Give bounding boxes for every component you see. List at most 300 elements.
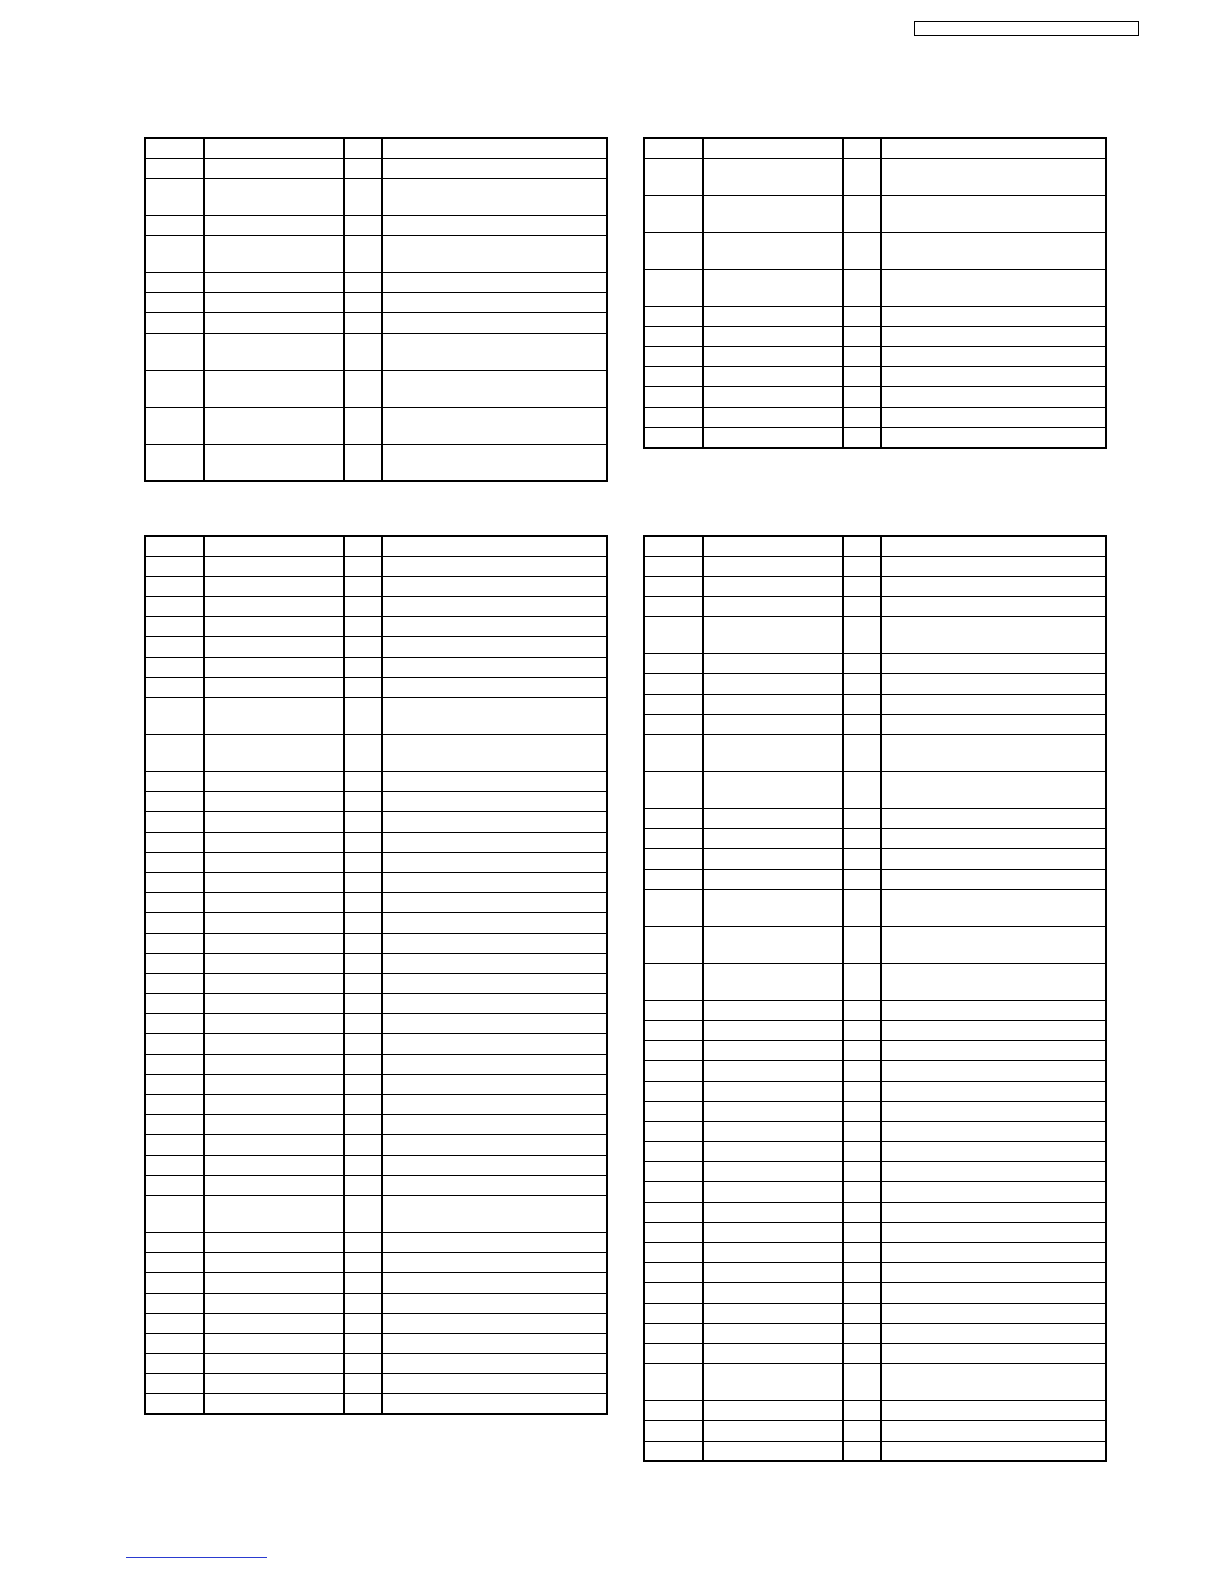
table-cell xyxy=(644,427,703,447)
table-cell xyxy=(843,889,881,926)
table-cell xyxy=(145,1394,204,1414)
table-cell xyxy=(204,1155,344,1175)
table-row xyxy=(145,698,607,735)
table-row xyxy=(644,367,1106,387)
table-row xyxy=(644,427,1106,447)
table-row xyxy=(145,1273,607,1293)
table-cell xyxy=(644,1121,703,1141)
table-cell xyxy=(344,1253,382,1273)
table-row xyxy=(145,556,607,576)
table-cell xyxy=(703,1000,843,1020)
table-cell xyxy=(843,714,881,734)
table-row xyxy=(145,637,607,657)
table-cell xyxy=(145,1313,204,1333)
table-cell xyxy=(644,654,703,674)
table-cell xyxy=(843,195,881,232)
table-cell xyxy=(145,1333,204,1353)
footer-link[interactable] xyxy=(126,1557,267,1558)
table-cell xyxy=(644,1182,703,1202)
table-cell xyxy=(382,236,607,273)
table-row xyxy=(145,333,607,370)
table-row xyxy=(145,1135,607,1155)
table-cell xyxy=(344,1014,382,1034)
table-cell xyxy=(703,195,843,232)
table-cell xyxy=(145,1054,204,1074)
table-cell xyxy=(843,306,881,326)
table-cell xyxy=(703,1303,843,1323)
table-cell xyxy=(344,1293,382,1313)
table-cell xyxy=(204,1253,344,1273)
table-cell xyxy=(881,269,1106,306)
table-cell xyxy=(703,232,843,269)
table-cell xyxy=(843,849,881,869)
table-cell xyxy=(382,293,607,313)
header-model-box xyxy=(914,21,1139,36)
table-cell xyxy=(881,367,1106,387)
table-cell xyxy=(382,1293,607,1313)
table-cell xyxy=(644,829,703,849)
table-cell xyxy=(843,576,881,596)
table-cell xyxy=(644,849,703,869)
table-cell xyxy=(204,1054,344,1074)
table-row xyxy=(145,953,607,973)
table-cell xyxy=(644,1401,703,1421)
table-cell xyxy=(344,698,382,735)
table-cell xyxy=(843,694,881,714)
table-cell xyxy=(145,832,204,852)
table-row xyxy=(644,809,1106,829)
table-cell xyxy=(881,138,1106,158)
table-cell xyxy=(703,889,843,926)
table-cell xyxy=(145,852,204,872)
table-cell xyxy=(382,407,607,444)
table-cell xyxy=(644,1020,703,1040)
table-cell xyxy=(843,427,881,447)
table-cell xyxy=(145,407,204,444)
table-cell xyxy=(703,714,843,734)
table-cell xyxy=(204,973,344,993)
table-cell xyxy=(204,1034,344,1054)
table-row xyxy=(145,1333,607,1353)
table-row xyxy=(644,195,1106,232)
table-row xyxy=(644,714,1106,734)
table-cell xyxy=(204,1354,344,1374)
table-cell xyxy=(382,735,607,772)
table-cell xyxy=(382,1034,607,1054)
table-cell xyxy=(382,1095,607,1115)
table-cell xyxy=(703,617,843,654)
table-cell xyxy=(644,1041,703,1061)
table-cell xyxy=(843,963,881,1000)
parts-table-top-left xyxy=(144,137,608,482)
table-row xyxy=(145,236,607,273)
table-cell xyxy=(703,926,843,963)
table-cell xyxy=(382,1014,607,1034)
table-row xyxy=(644,1101,1106,1121)
table-row xyxy=(145,1253,607,1273)
table-cell xyxy=(145,536,204,556)
table-cell xyxy=(843,1401,881,1421)
table-cell xyxy=(344,293,382,313)
table-row xyxy=(644,1401,1106,1421)
table-cell xyxy=(644,347,703,367)
table-row xyxy=(145,1034,607,1054)
table-cell xyxy=(881,536,1106,556)
table-cell xyxy=(881,347,1106,367)
table-row xyxy=(145,1095,607,1115)
table-cell xyxy=(145,812,204,832)
table-cell xyxy=(703,809,843,829)
table-row xyxy=(644,694,1106,714)
table-cell xyxy=(382,536,607,556)
table-cell xyxy=(344,617,382,637)
table-cell xyxy=(204,138,344,158)
table-cell xyxy=(145,313,204,333)
table-cell xyxy=(644,963,703,1000)
table-row xyxy=(644,1222,1106,1242)
table-cell xyxy=(644,1142,703,1162)
table-cell xyxy=(644,326,703,346)
table-row xyxy=(644,654,1106,674)
table-cell xyxy=(344,333,382,370)
table-cell xyxy=(644,597,703,617)
table-cell xyxy=(204,698,344,735)
table-cell xyxy=(644,576,703,596)
table-cell xyxy=(145,1374,204,1394)
table-cell xyxy=(881,1364,1106,1401)
table-cell xyxy=(843,387,881,407)
table-cell xyxy=(344,1394,382,1414)
table-cell xyxy=(881,1162,1106,1182)
table-cell xyxy=(881,232,1106,269)
table-cell xyxy=(204,444,344,481)
table-cell xyxy=(204,772,344,792)
table-cell xyxy=(881,1020,1106,1040)
table-cell xyxy=(843,597,881,617)
table-cell xyxy=(382,994,607,1014)
table-cell xyxy=(881,926,1106,963)
table-row xyxy=(145,1232,607,1252)
table-cell xyxy=(644,407,703,427)
table-cell xyxy=(881,963,1106,1000)
table-cell xyxy=(382,1115,607,1135)
table-cell xyxy=(881,1303,1106,1323)
table-cell xyxy=(344,536,382,556)
table-cell xyxy=(204,370,344,407)
table-cell xyxy=(382,832,607,852)
table-row xyxy=(145,444,607,481)
table-cell xyxy=(382,1333,607,1353)
table-cell xyxy=(145,1135,204,1155)
table-cell xyxy=(344,792,382,812)
table-cell xyxy=(204,913,344,933)
table-cell xyxy=(204,1273,344,1293)
table-cell xyxy=(382,178,607,215)
table-row xyxy=(644,1121,1106,1141)
table-cell xyxy=(204,236,344,273)
table-cell xyxy=(703,387,843,407)
table-cell xyxy=(344,236,382,273)
table-cell xyxy=(344,1054,382,1074)
table-cell xyxy=(843,1441,881,1461)
table-row xyxy=(644,387,1106,407)
table-cell xyxy=(382,1354,607,1374)
table-cell xyxy=(204,872,344,892)
table-cell xyxy=(204,597,344,617)
table-cell xyxy=(644,617,703,654)
table-cell xyxy=(644,926,703,963)
table-cell xyxy=(344,657,382,677)
table-row xyxy=(644,269,1106,306)
table-cell xyxy=(382,677,607,697)
table-cell xyxy=(344,893,382,913)
table-cell xyxy=(843,654,881,674)
table-cell xyxy=(204,792,344,812)
table-cell xyxy=(344,1313,382,1333)
table-row xyxy=(145,812,607,832)
table-cell xyxy=(204,1135,344,1155)
table-cell xyxy=(703,849,843,869)
table-cell xyxy=(644,714,703,734)
table-row xyxy=(145,617,607,637)
table-row xyxy=(145,1155,607,1175)
table-cell xyxy=(344,953,382,973)
table-cell xyxy=(344,597,382,617)
table-cell xyxy=(703,367,843,387)
table-cell xyxy=(145,698,204,735)
table-cell xyxy=(843,1263,881,1283)
table-row xyxy=(644,926,1106,963)
table-row xyxy=(644,1343,1106,1363)
table-cell xyxy=(644,1222,703,1242)
table-cell xyxy=(881,1243,1106,1263)
table-cell xyxy=(703,1182,843,1202)
table-cell xyxy=(881,1000,1106,1020)
table-cell xyxy=(881,306,1106,326)
table-cell xyxy=(843,367,881,387)
table-cell xyxy=(881,809,1106,829)
table-cell xyxy=(204,1115,344,1135)
table-cell xyxy=(881,1142,1106,1162)
table-cell xyxy=(382,370,607,407)
table-cell xyxy=(843,326,881,346)
table-cell xyxy=(204,407,344,444)
table-cell xyxy=(881,1222,1106,1242)
table-cell xyxy=(145,772,204,792)
table-cell xyxy=(881,772,1106,809)
table-cell xyxy=(881,195,1106,232)
table-cell xyxy=(204,1095,344,1115)
table-cell xyxy=(644,1263,703,1283)
table-cell xyxy=(881,869,1106,889)
table-cell xyxy=(204,1014,344,1034)
table-cell xyxy=(703,1020,843,1040)
table-cell xyxy=(843,1421,881,1441)
table-cell xyxy=(881,1441,1106,1461)
table-row xyxy=(644,306,1106,326)
table-cell xyxy=(843,158,881,195)
table-cell xyxy=(204,1333,344,1353)
table-row xyxy=(145,913,607,933)
table-row xyxy=(145,1313,607,1333)
table-row xyxy=(145,994,607,1014)
table-cell xyxy=(843,735,881,772)
table-row xyxy=(644,1202,1106,1222)
table-cell xyxy=(204,1293,344,1313)
table-cell xyxy=(204,852,344,872)
table-row xyxy=(644,617,1106,654)
table-cell xyxy=(703,1243,843,1263)
table-cell xyxy=(382,597,607,617)
table-cell xyxy=(881,326,1106,346)
table-cell xyxy=(843,1041,881,1061)
table-row xyxy=(145,832,607,852)
table-cell xyxy=(703,674,843,694)
table-row xyxy=(145,1374,607,1394)
table-cell xyxy=(644,1101,703,1121)
table-cell xyxy=(382,333,607,370)
table-cell xyxy=(145,1074,204,1094)
table-cell xyxy=(644,809,703,829)
table-cell xyxy=(204,576,344,596)
table-cell xyxy=(881,1041,1106,1061)
table-cell xyxy=(204,158,344,178)
table-row xyxy=(145,1394,607,1414)
table-cell xyxy=(881,597,1106,617)
table-cell xyxy=(843,138,881,158)
table-cell xyxy=(703,556,843,576)
table-cell xyxy=(382,852,607,872)
table-cell xyxy=(881,1343,1106,1363)
table-row xyxy=(644,1303,1106,1323)
table-cell xyxy=(344,1333,382,1353)
table-cell xyxy=(145,1034,204,1054)
table-cell xyxy=(344,215,382,235)
table-row xyxy=(145,735,607,772)
table-cell xyxy=(843,926,881,963)
table-cell xyxy=(344,273,382,293)
table-cell xyxy=(145,1115,204,1135)
table-cell xyxy=(703,1401,843,1421)
table-cell xyxy=(382,1195,607,1232)
table-cell xyxy=(145,1095,204,1115)
table-cell xyxy=(644,1081,703,1101)
table-cell xyxy=(382,1232,607,1252)
table-row xyxy=(644,849,1106,869)
table-row xyxy=(644,772,1106,809)
table-cell xyxy=(703,654,843,674)
table-cell xyxy=(644,869,703,889)
table-cell xyxy=(703,694,843,714)
table-cell xyxy=(145,792,204,812)
table-cell xyxy=(881,1202,1106,1222)
table-cell xyxy=(644,195,703,232)
table-cell xyxy=(344,772,382,792)
table-cell xyxy=(703,1142,843,1162)
table-cell xyxy=(204,637,344,657)
table-cell xyxy=(843,1000,881,1020)
table-cell xyxy=(382,1273,607,1293)
table-row xyxy=(644,1000,1106,1020)
table-cell xyxy=(344,1354,382,1374)
table-cell xyxy=(881,1101,1106,1121)
table-cell xyxy=(382,138,607,158)
table-row xyxy=(145,215,607,235)
table-cell xyxy=(204,657,344,677)
table-row xyxy=(644,1283,1106,1303)
table-cell xyxy=(344,933,382,953)
table-cell xyxy=(644,536,703,556)
table-cell xyxy=(644,1323,703,1343)
table-row xyxy=(145,1354,607,1374)
table-cell xyxy=(382,657,607,677)
table-cell xyxy=(703,427,843,447)
table-cell xyxy=(881,1283,1106,1303)
table-cell xyxy=(382,1313,607,1333)
table-row xyxy=(644,1081,1106,1101)
table-cell xyxy=(382,772,607,792)
table-cell xyxy=(644,1303,703,1323)
table-cell xyxy=(344,735,382,772)
table-cell xyxy=(881,427,1106,447)
table-cell xyxy=(204,893,344,913)
table-cell xyxy=(644,735,703,772)
table-cell xyxy=(204,735,344,772)
table-cell xyxy=(644,367,703,387)
table-cell xyxy=(881,1061,1106,1081)
table-row xyxy=(644,326,1106,346)
table-cell xyxy=(644,1343,703,1363)
table-cell xyxy=(703,269,843,306)
table-cell xyxy=(843,674,881,694)
table-cell xyxy=(204,677,344,697)
table-cell xyxy=(843,1364,881,1401)
table-cell xyxy=(344,407,382,444)
table-cell xyxy=(204,333,344,370)
table-cell xyxy=(382,1054,607,1074)
table-cell xyxy=(703,1162,843,1182)
table-cell xyxy=(703,347,843,367)
table-cell xyxy=(881,849,1106,869)
table-row xyxy=(644,1364,1106,1401)
table-cell xyxy=(843,829,881,849)
table-cell xyxy=(344,1135,382,1155)
table-cell xyxy=(204,1374,344,1394)
table-cell xyxy=(703,1081,843,1101)
table-cell xyxy=(703,597,843,617)
table-cell xyxy=(344,994,382,1014)
table-cell xyxy=(644,387,703,407)
table-cell xyxy=(644,138,703,158)
table-row xyxy=(644,869,1106,889)
table-cell xyxy=(145,293,204,313)
table-row xyxy=(145,273,607,293)
table-row xyxy=(644,1243,1106,1263)
table-row xyxy=(145,792,607,812)
table-cell xyxy=(204,994,344,1014)
table-cell xyxy=(703,963,843,1000)
table-cell xyxy=(843,1020,881,1040)
table-cell xyxy=(843,232,881,269)
table-cell xyxy=(344,1195,382,1232)
table-cell xyxy=(145,444,204,481)
table-cell xyxy=(843,1202,881,1222)
table-cell xyxy=(344,1175,382,1195)
table-cell xyxy=(843,1323,881,1343)
table-row xyxy=(145,370,607,407)
table-cell xyxy=(204,1195,344,1232)
table-row xyxy=(644,889,1106,926)
